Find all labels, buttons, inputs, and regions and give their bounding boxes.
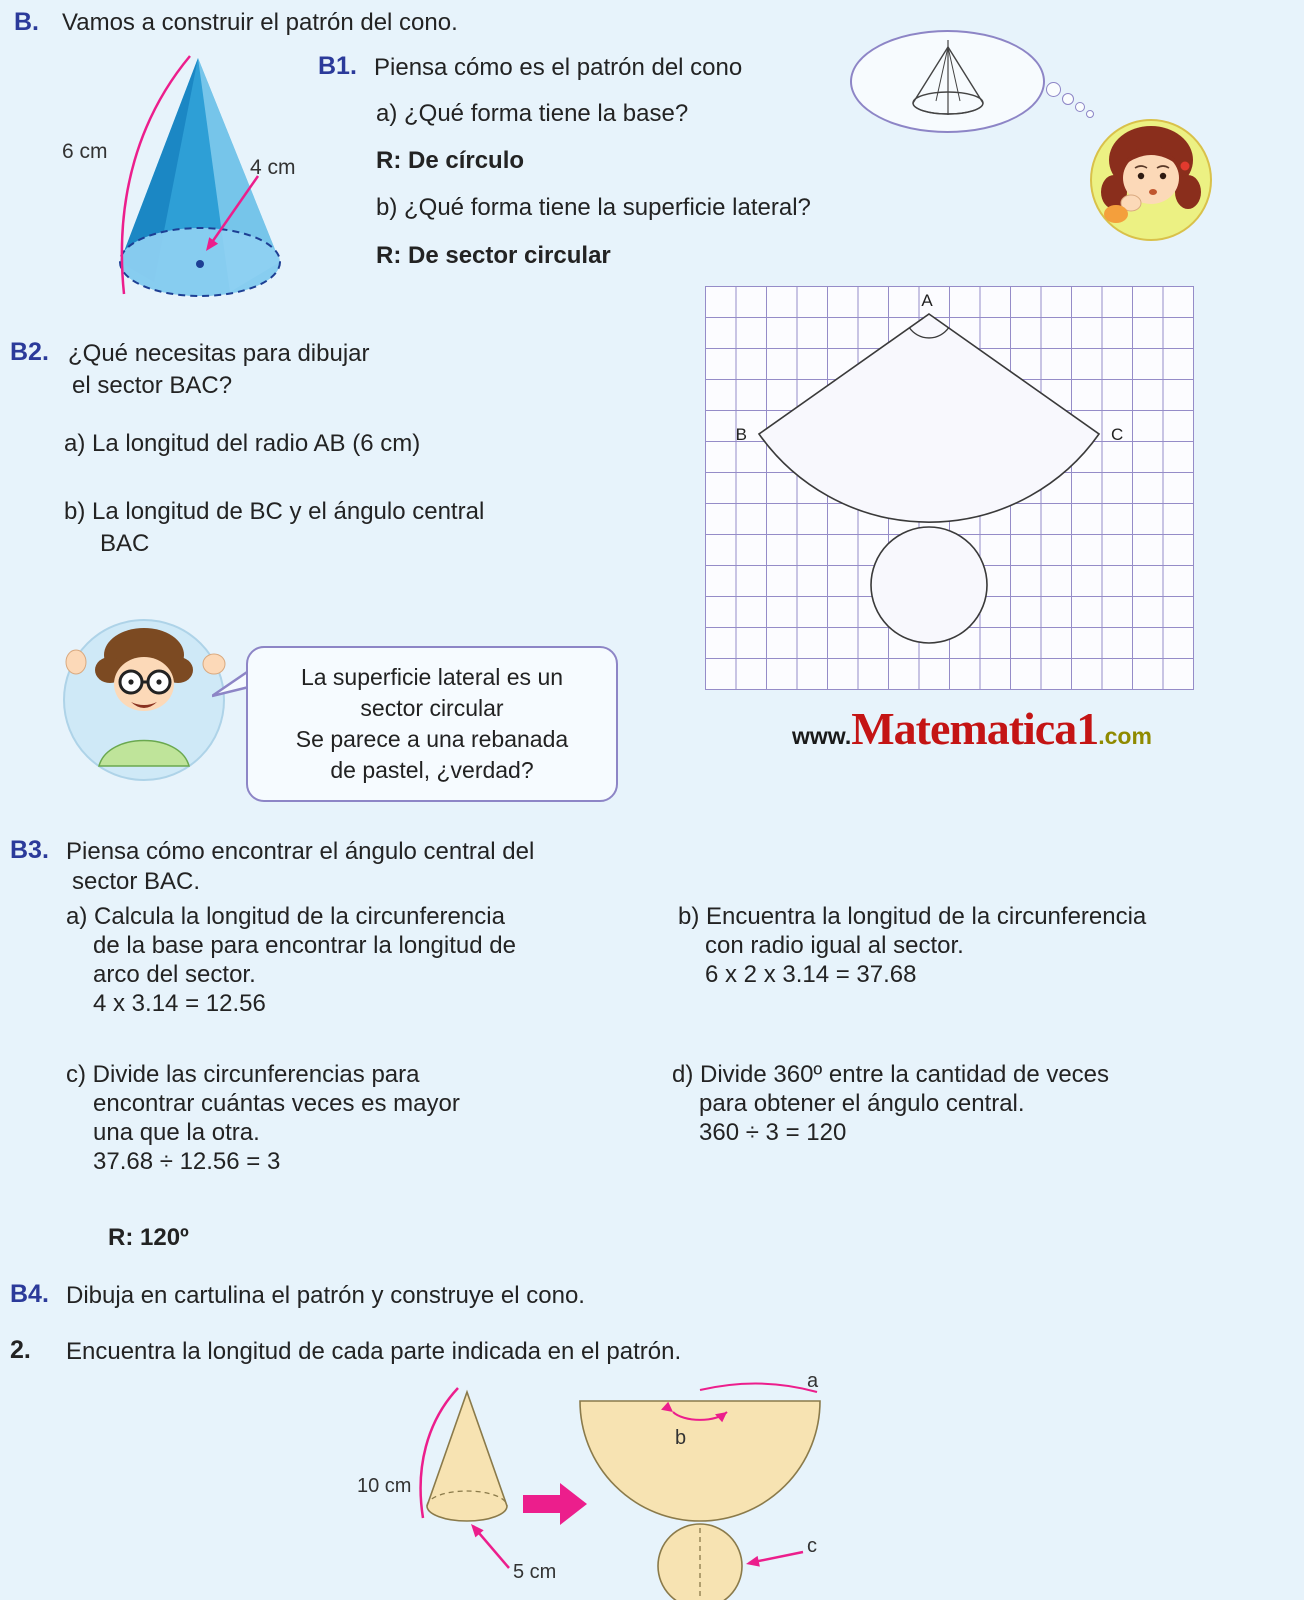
cone-height-label: 10 cm bbox=[357, 1475, 412, 1497]
b3-d-line1: d) Divide 360º entre la cantidad de veces bbox=[672, 1061, 1110, 1088]
b3-label: B3. bbox=[10, 836, 49, 864]
logo-name: Matematica1 bbox=[851, 703, 1099, 754]
b3-c-line1: c) Divide las circunferencias para bbox=[66, 1061, 420, 1088]
thought-bubble bbox=[850, 30, 1045, 133]
b1-label: B1. bbox=[318, 52, 357, 80]
pattern-exercise-figure bbox=[355, 1376, 845, 1600]
b4-label: B4. bbox=[10, 1280, 49, 1308]
cone-base-center-dot bbox=[196, 260, 204, 268]
cone-radius-label: 5 cm bbox=[513, 1561, 557, 1583]
base-circle bbox=[871, 527, 987, 643]
small-cone-body bbox=[427, 1392, 507, 1521]
b4-title: Dibuja en cartulina el patrón y construye el cono. bbox=[66, 1282, 585, 1309]
point-b-label: B bbox=[735, 425, 747, 444]
b1-question-b: b) ¿Qué forma tiene la superficie lateral? bbox=[376, 194, 811, 221]
item2-label: 2. bbox=[10, 1336, 31, 1364]
b3-item-c bbox=[66, 1060, 460, 1176]
b2-label: B2. bbox=[10, 338, 49, 366]
b3-title-line2: sector BAC. bbox=[72, 868, 201, 895]
b3-c-line3: una que la otra. bbox=[93, 1119, 260, 1146]
label-c: c bbox=[807, 1535, 817, 1557]
b3-a-line1: a) Calcula la longitud de la circunferencia bbox=[66, 903, 505, 930]
site-logo bbox=[792, 702, 1152, 755]
point-a-label: A bbox=[921, 291, 933, 310]
b3-d-line2: para obtener el ángulo central. bbox=[699, 1090, 1025, 1117]
speech-bubble bbox=[246, 646, 618, 802]
logo-com: .com bbox=[1098, 723, 1152, 749]
sector-bac bbox=[759, 314, 1099, 522]
a-indicator-curve bbox=[700, 1383, 817, 1392]
b3-answer: R: 120º bbox=[108, 1224, 189, 1251]
b3-item-b bbox=[678, 902, 1146, 989]
b1-question-a: a) ¿Qué forma tiene la base? bbox=[376, 100, 689, 127]
sector-overlay bbox=[705, 286, 1194, 690]
boy-character bbox=[44, 600, 244, 800]
speech-line-3: Se parece a una rebanada bbox=[295, 726, 569, 752]
girl-character bbox=[1083, 108, 1223, 248]
b3-a-line3: arco del sector. bbox=[93, 961, 256, 988]
b1-answer-a: R: De círculo bbox=[376, 147, 525, 174]
thought-dot bbox=[1062, 93, 1074, 105]
b3-item-a bbox=[66, 902, 516, 1018]
b3-c-line4: 37.68 ÷ 12.56 = 3 bbox=[93, 1148, 281, 1175]
pattern-base-circle bbox=[658, 1524, 742, 1600]
b3-title-line1: Piensa cómo encontrar el ángulo central del bbox=[66, 838, 535, 865]
b2-item-b-line2: BAC bbox=[100, 530, 150, 557]
cone-diameter-label: 4 cm bbox=[250, 156, 296, 179]
b2-item-b-line1: b) La longitud de BC y el ángulo central bbox=[64, 498, 485, 525]
item2-title: Encuentra la longitud de cada parte indicada en el patrón. bbox=[66, 1338, 682, 1365]
b3-a-line4: 4 x 3.14 = 12.56 bbox=[93, 990, 266, 1017]
b3-d-line3: 360 ÷ 3 = 120 bbox=[699, 1119, 847, 1146]
speech-line-2: sector circular bbox=[360, 695, 504, 721]
transform-arrow bbox=[523, 1483, 587, 1525]
label-b: b bbox=[675, 1427, 687, 1449]
section-b-label: B. bbox=[14, 8, 39, 36]
speech-line-4: de pastel, ¿verdad? bbox=[330, 757, 534, 783]
logo-www: www. bbox=[792, 723, 852, 749]
label-a: a bbox=[807, 1376, 819, 1392]
speech-line-1: La superficie lateral es un bbox=[300, 664, 564, 690]
b3-item-d bbox=[672, 1060, 1109, 1147]
b3-c-line2: encontrar cuántas veces es mayor bbox=[93, 1090, 460, 1117]
b3-b-line3: 6 x 2 x 3.14 = 37.68 bbox=[705, 961, 917, 988]
cone-slant-label: 6 cm bbox=[62, 140, 108, 163]
b1-title: Piensa cómo es el patrón del cono bbox=[374, 54, 743, 81]
grid-figure bbox=[705, 286, 1194, 690]
b2-title-line1: ¿Qué necesitas para dibujar bbox=[68, 340, 370, 367]
b3-a-line2: de la base para encontrar la longitud de bbox=[93, 932, 516, 959]
point-c-label: C bbox=[1111, 425, 1124, 444]
c-arrowhead bbox=[745, 1556, 760, 1569]
cone-sketch bbox=[892, 39, 1004, 125]
b3-b-line1: b) Encuentra la longitud de la circunferencia bbox=[678, 903, 1147, 930]
b1-answer-b: R: De sector circular bbox=[376, 242, 611, 269]
b2-title-line2: el sector BAC? bbox=[72, 372, 233, 399]
section-b-title: Vamos a construir el patrón del cono. bbox=[62, 9, 458, 36]
b2-item-a: a) La longitud del radio AB (6 cm) bbox=[64, 430, 421, 457]
b3-b-line2: con radio igual al sector. bbox=[705, 932, 964, 959]
thought-dot bbox=[1046, 82, 1061, 97]
